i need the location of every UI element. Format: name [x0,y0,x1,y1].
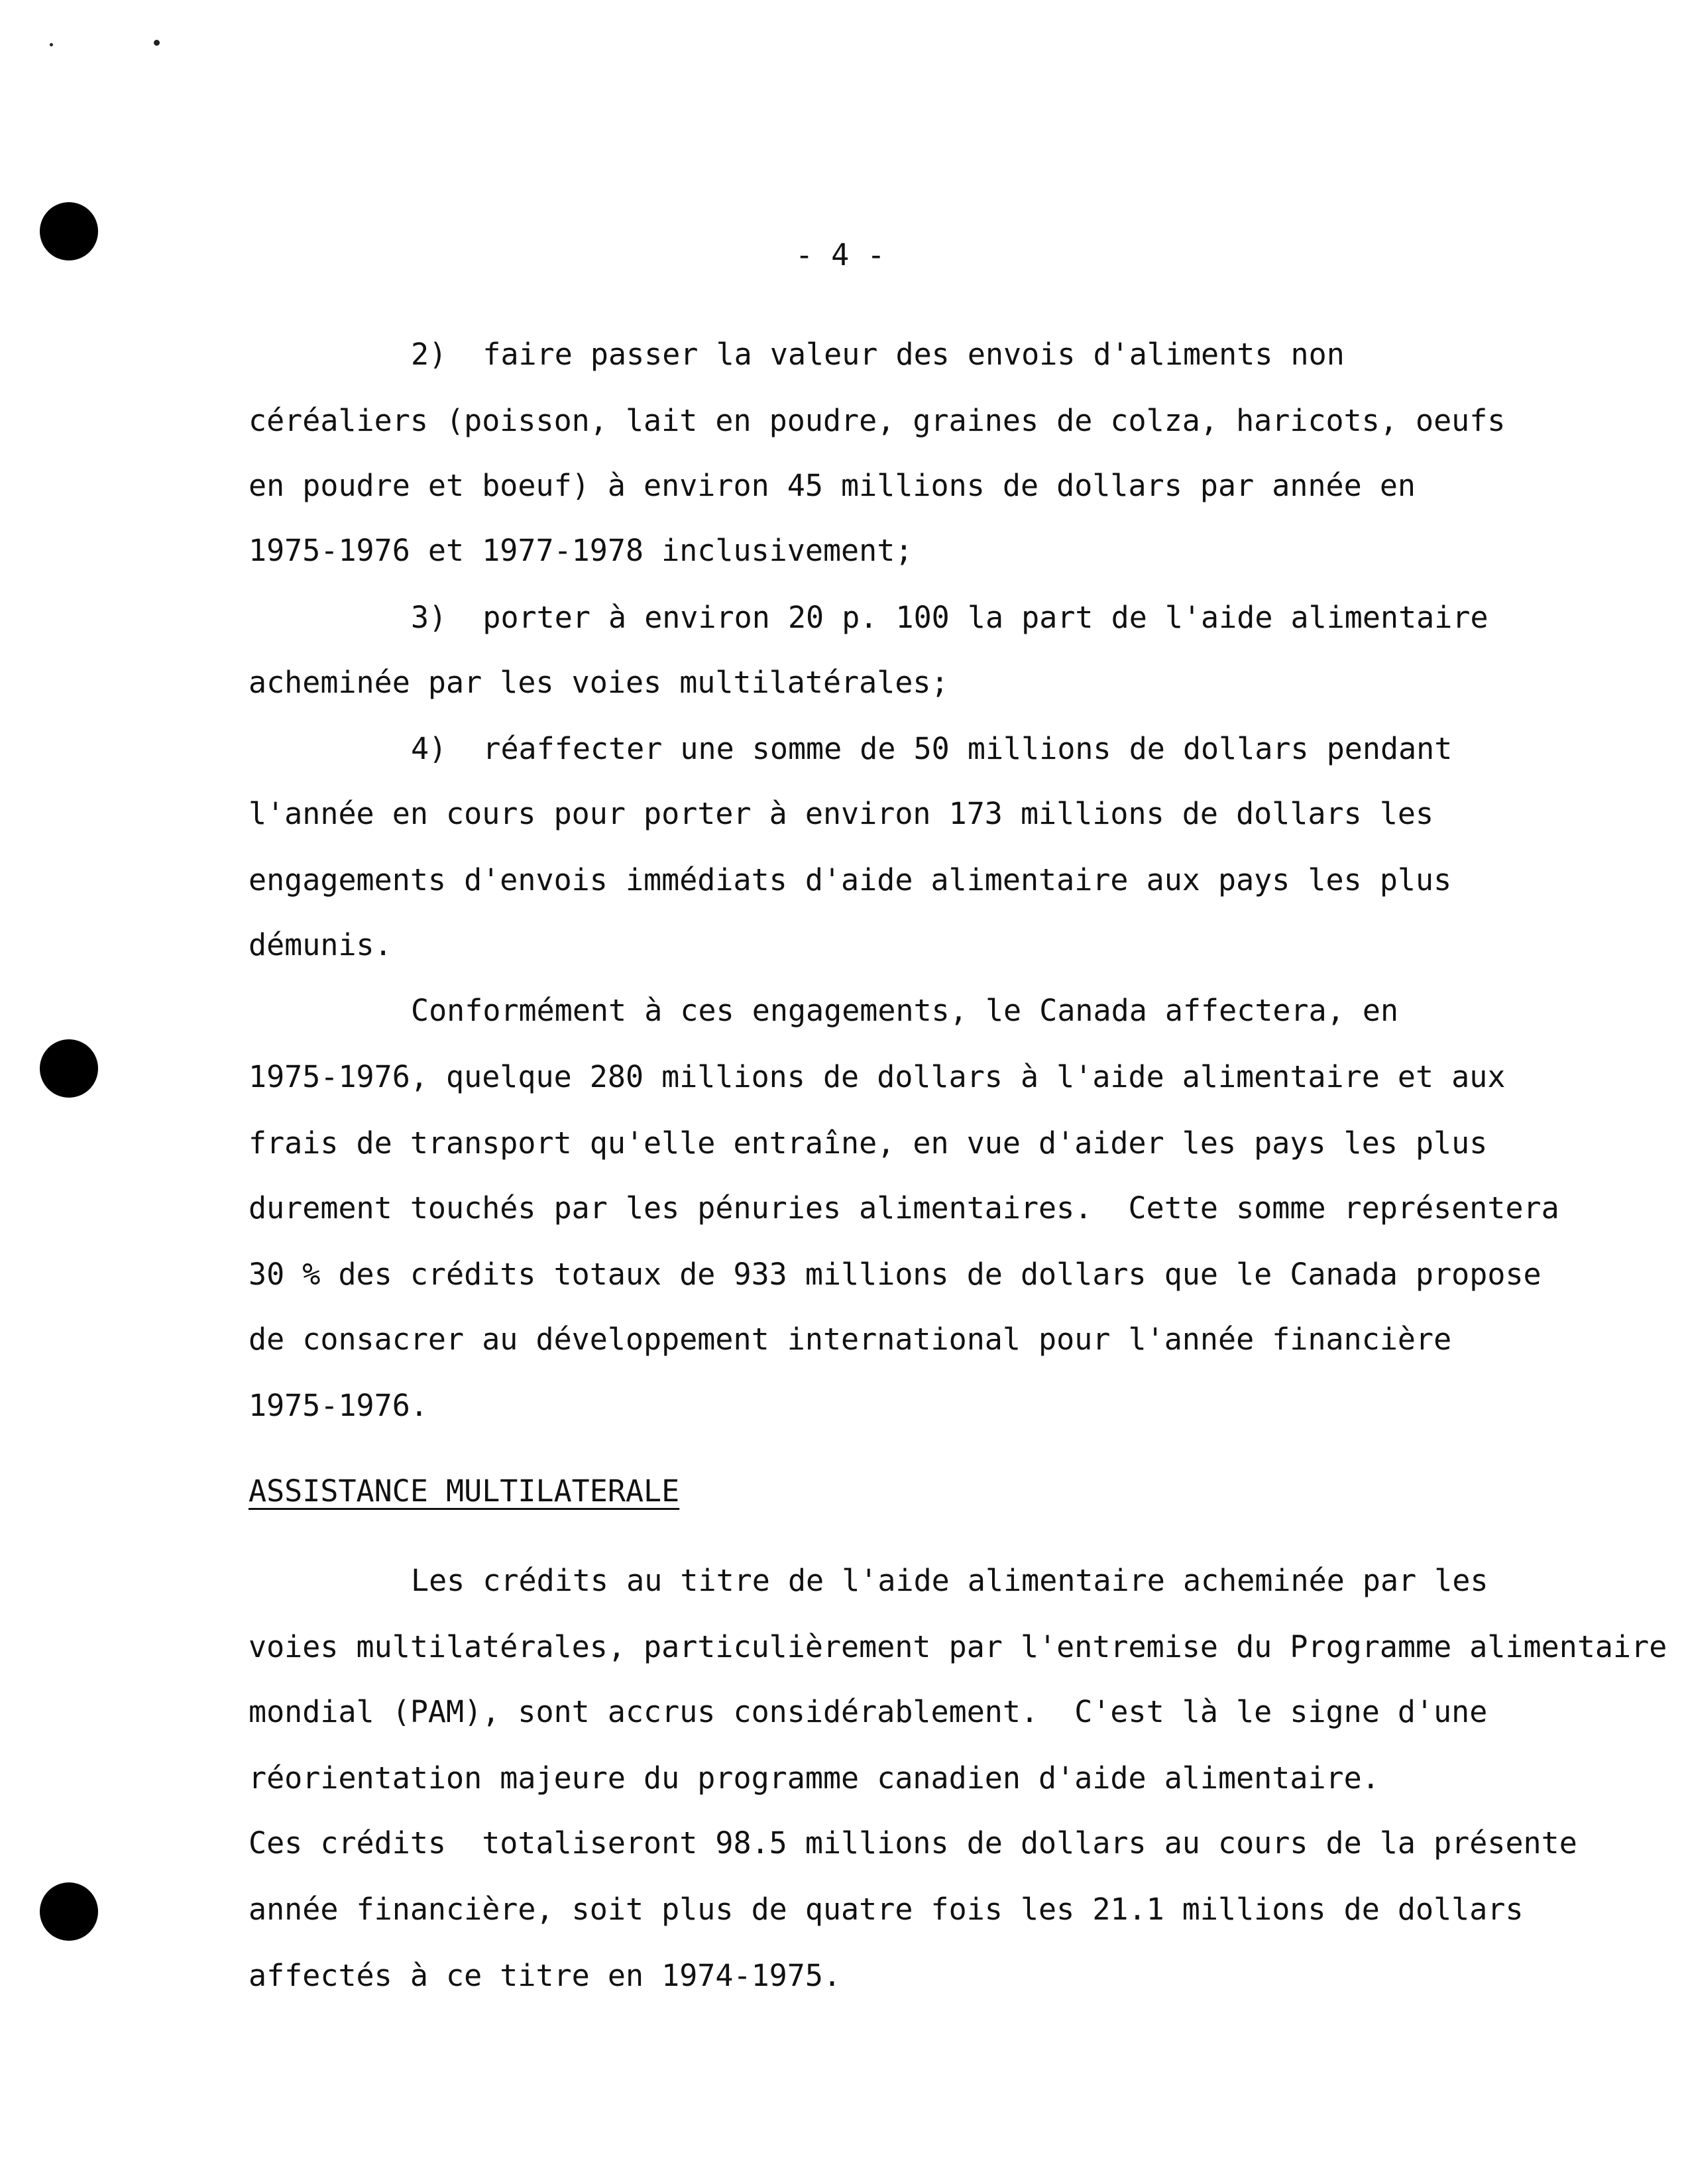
scan-speck [50,43,53,46]
text-line: 2) faire passer la valeur des envois d'aliments non [411,337,1345,372]
text-line: de consacrer au développement international pour l'année financière [249,1322,1452,1357]
text-line: voies multilatérales, particulièrement par l'entremise du Programme alimentaire [249,1629,1667,1664]
text-line: affectés à ce titre en 1974-1975. [249,1958,842,1993]
text-line: année financière, soit plus de quatre fois les 21.1 millions de dollars [249,1892,1524,1927]
page-number: - 4 - [795,237,885,272]
text-line: démunis. [249,927,392,962]
text-line: 1975-1976. [249,1388,428,1423]
punch-hole-bottom [40,1882,98,1941]
text-line: acheminée par les voies multilatérales; [249,665,949,700]
text-line: l'année en cours pour porter à environ 173 millions de dollars les [249,796,1434,831]
text-line: durement touchés par les pénuries alimentaires. Cette somme représentera [249,1190,1559,1226]
scan-speck [154,40,160,46]
text-line: Conformément à ces engagements, le Canada affectera, en [411,993,1399,1028]
text-line: 1975-1976, quelque 280 millions de dollars à l'aide alimentaire et aux [249,1059,1506,1094]
text-line: 4) réaffecter une somme de 50 millions de dollars pendant [411,731,1453,766]
text-line: 3) porter à environ 20 p. 100 la part de l'aide alimentaire [411,600,1488,635]
text-line: 30 % des crédits totaux de 933 millions de dollars que le Canada propose [249,1257,1542,1292]
text-line: Ces crédits totaliseront 98.5 millions de dollars au cours de la présente [249,1825,1577,1861]
punch-hole-middle [40,1039,98,1098]
text-line: en poudre et boeuf) à environ 45 millions de dollars par année en [249,468,1416,503]
text-line: frais de transport qu'elle entraîne, en vue d'aider les pays les plus [249,1125,1488,1161]
text-line: réorientation majeure du programme canadien d'aide alimentaire. [249,1760,1380,1796]
text-line: engagements d'envois immédiats d'aide alimentaire aux pays les plus [249,862,1452,897]
punch-hole-top [40,202,98,260]
text-line: Les crédits au titre de l'aide alimentaire acheminée par les [411,1563,1488,1598]
section-heading: ASSISTANCE MULTILATERALE [249,1473,680,1509]
text-line: mondial (PAM), sont accrus considérablement. C'est là le signe d'une [249,1694,1488,1729]
text-line: 1975-1976 et 1977-1978 inclusivement; [249,533,913,568]
text-line: céréaliers (poisson, lait en poudre, graines de colza, haricots, oeufs [249,403,1506,438]
